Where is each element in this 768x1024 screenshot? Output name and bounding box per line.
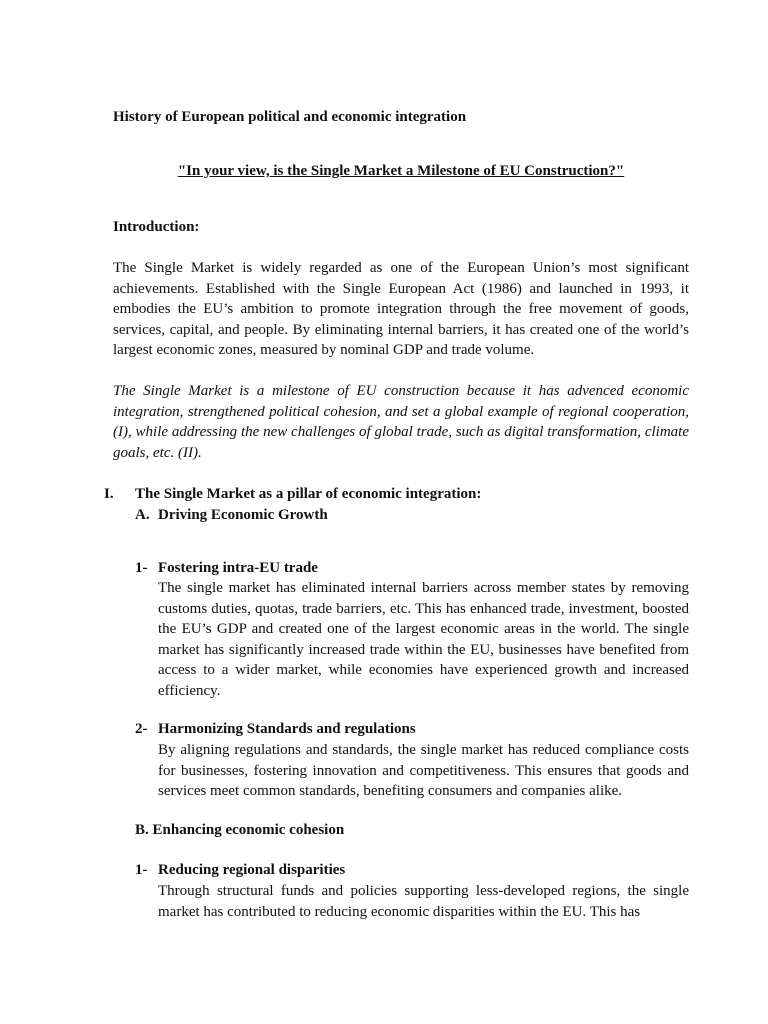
item-paragraph: The single market has eliminated internal barriers across member states by removing customs duties, quotas, trade barriers, etc. This has enhanced trade, investment, boosted the EU’s GDP and created one of the largest economic areas in the world. The single market has significantly increased trade within the EU, businesses have benefited from access to a wider market, while economies have experienced growth and increased efficiency. [158, 580, 689, 699]
item-title: Reducing regional disparities [158, 862, 346, 878]
essay-question: "In your view, is the Single Market a Milestone of EU Construction?" [177, 163, 625, 179]
thesis-paragraph: The Single Market is a milestone of EU construction because it has advenced economic integration, strengthened political cohesion, and set a global example of regional cooperation, (I), while addressing the new challenges of global trade, such as digital transformation, climate goals, etc. (II). [113, 383, 689, 461]
section-b-title: B. Enhancing economic cohesion [135, 822, 345, 838]
item-paragraph: Through structural funds and policies supporting less-developed regions, the single market has contributed to reducing economic disparities within the EU. This has [158, 883, 689, 920]
section-a-title: Driving Economic Growth [158, 507, 328, 523]
introduction-paragraph: The Single Market is widely regarded as one of the European Union’s most significant achievements. Established with the Single European Act (1986) and launched in 1993, it embodies the EU’s ambition to promote integration through the free movement of goods, services, capital, and people. By eliminating internal barriers, it has created one of the world’s largest economic zones, measured by nominal GDP and trade volume. [113, 260, 689, 358]
item-paragraph: By aligning regulations and standards, the single market has reduced compliance costs for businesses, fostering innovation and competitiveness. This ensures that goods and services meet common standards, benefiting consumers and companies alike. [158, 742, 689, 799]
item-number: 1- [135, 862, 148, 878]
item-number: 1- [135, 560, 148, 576]
item-title: Harmonizing Standards and regulations [158, 721, 416, 737]
part-1-title: The Single Market as a pillar of economic integration: [135, 486, 482, 502]
introduction-heading: Introduction: [113, 219, 200, 235]
section-a-label: A. [135, 507, 150, 523]
part-1-numeral: I. [104, 486, 114, 502]
item-number: 2- [135, 721, 148, 737]
course-title: History of European political and economic integration [113, 109, 467, 125]
item-title: Fostering intra-EU trade [158, 560, 318, 576]
